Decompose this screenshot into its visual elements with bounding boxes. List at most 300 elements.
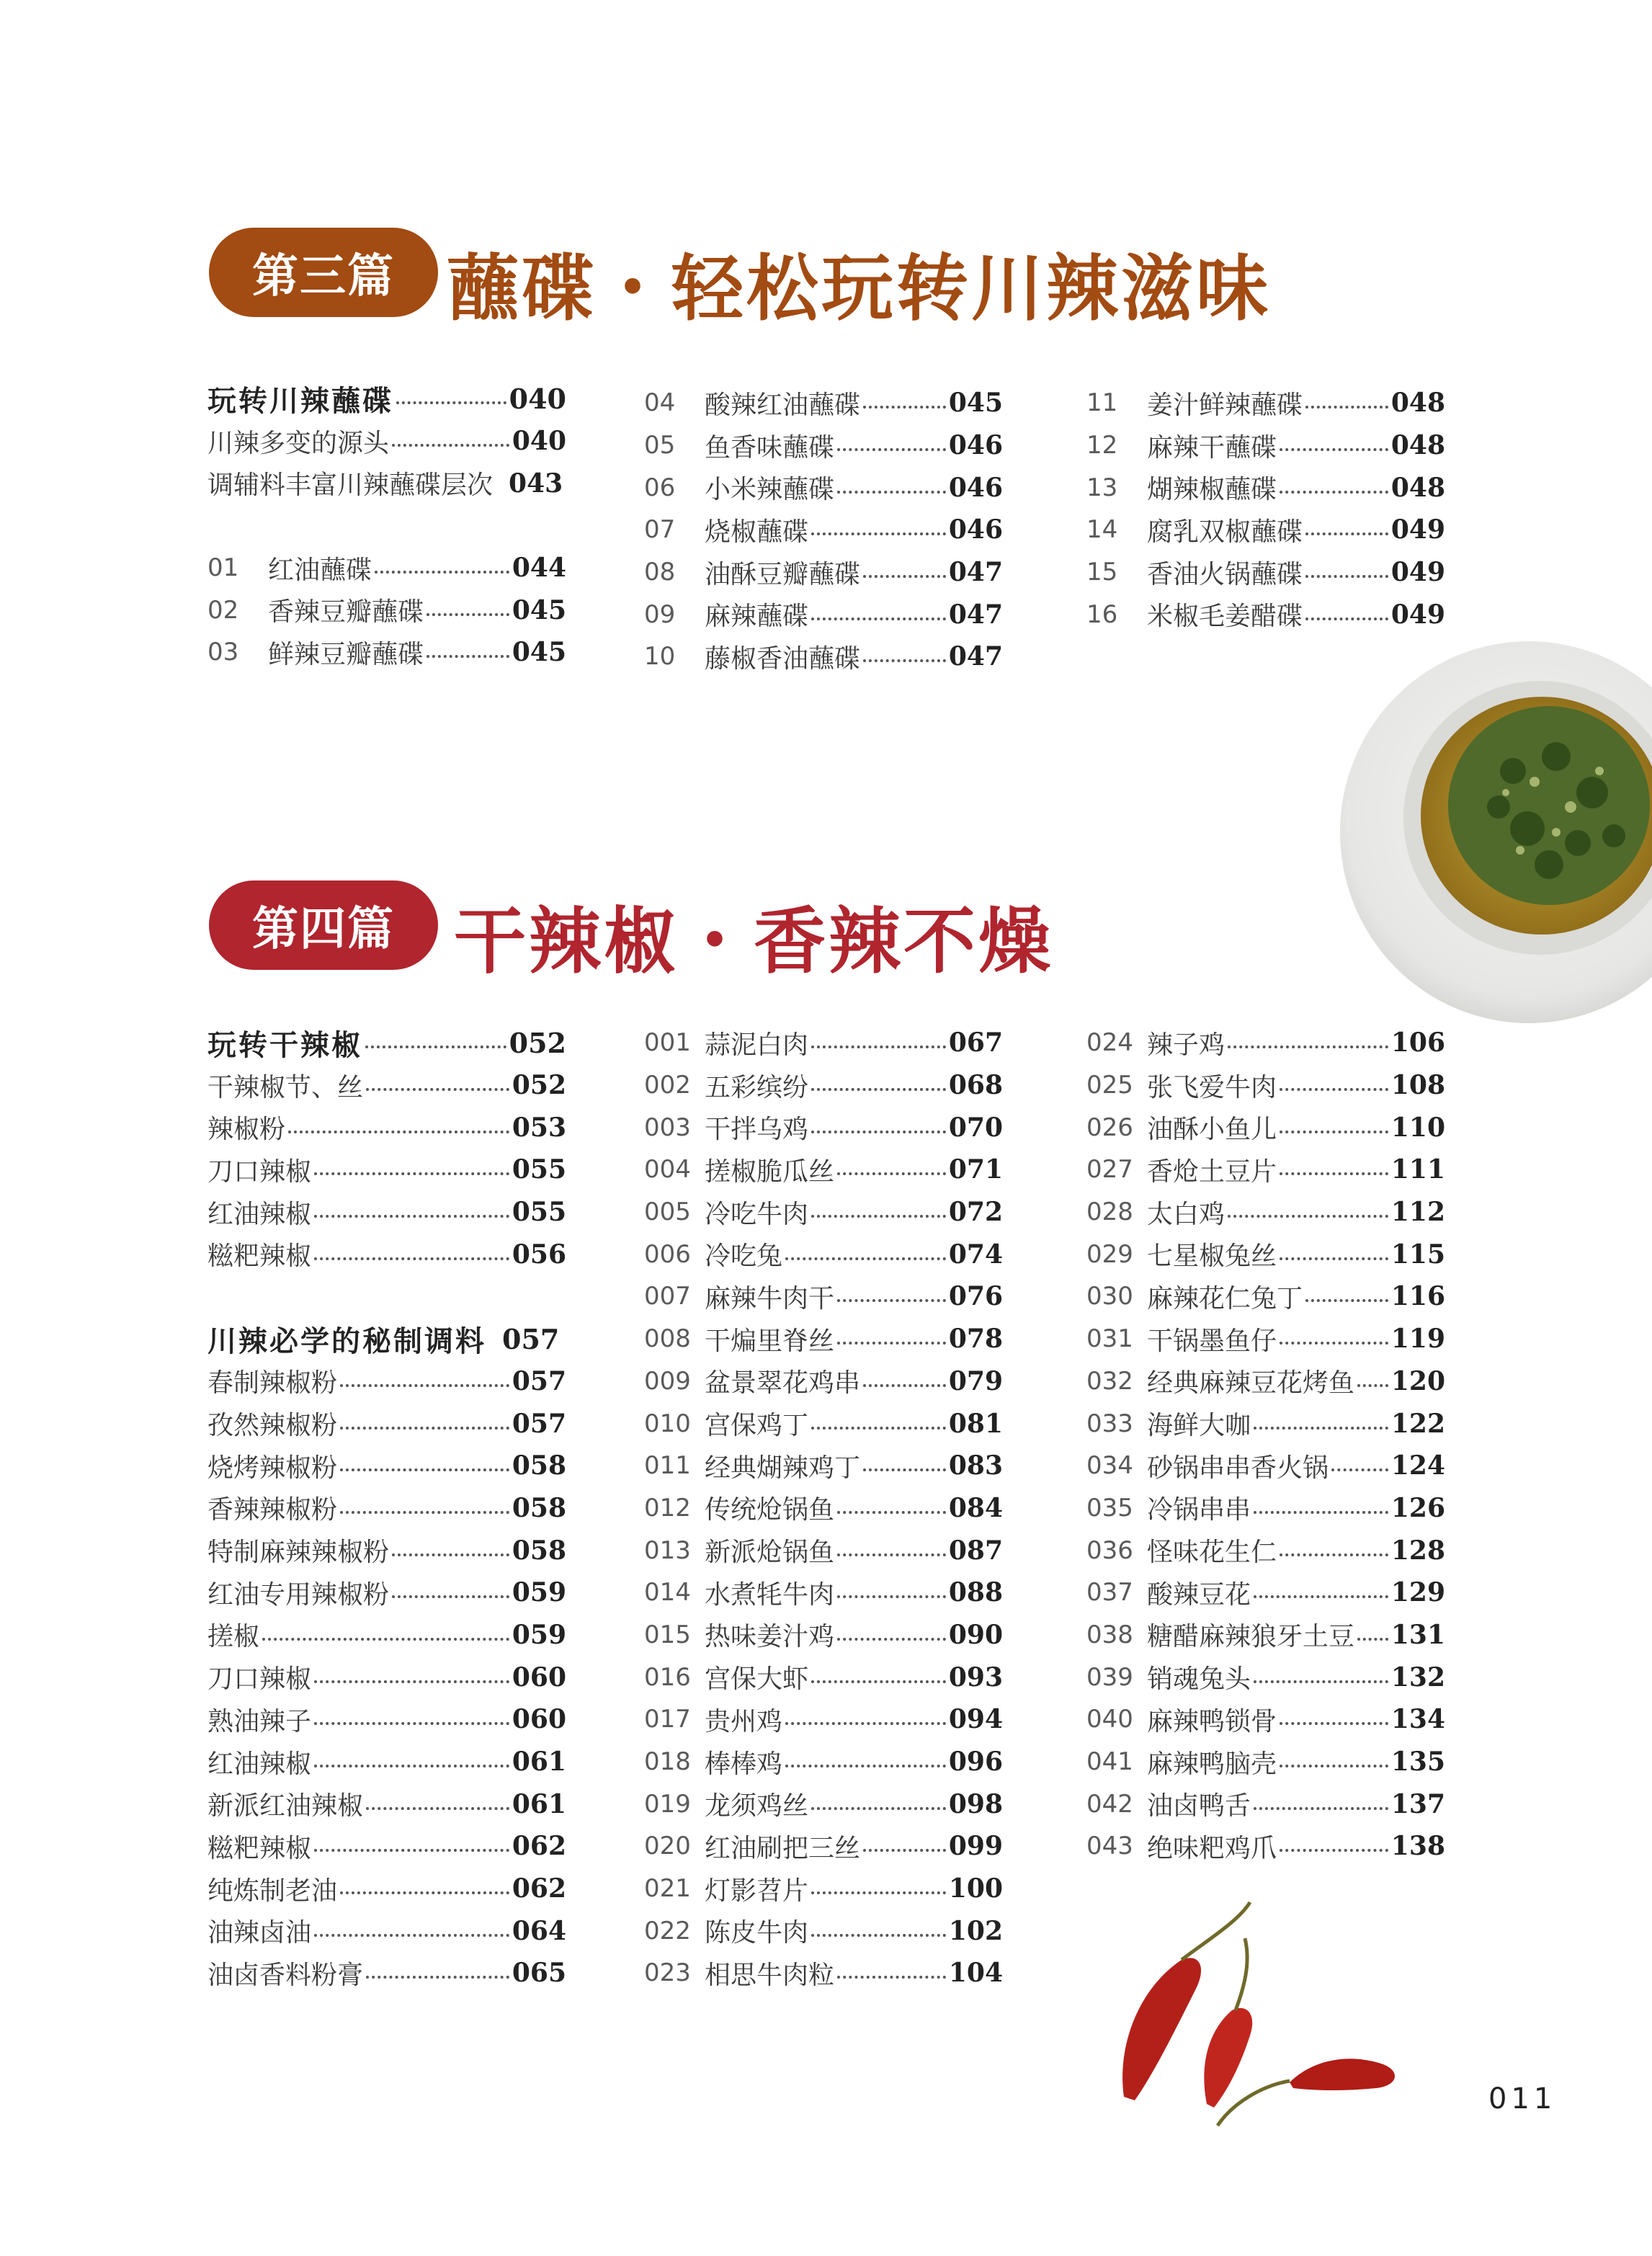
page-number: 011: [1488, 2082, 1557, 2115]
page-ref: 043: [509, 468, 563, 499]
leader-dots: [1280, 1553, 1388, 1556]
page-ref: 047: [948, 599, 1003, 630]
entry-number: 005: [644, 1198, 691, 1227]
toc-entry[interactable]: [1086, 1783, 1445, 1825]
toc-entry[interactable]: [1086, 466, 1445, 509]
toc-entry[interactable]: [207, 1064, 566, 1107]
leader-dots: [288, 1131, 509, 1133]
toc-entry[interactable]: [644, 509, 1003, 551]
page-ref: 058: [512, 1535, 566, 1566]
entry-number: 027: [1086, 1155, 1133, 1185]
entry-title: 油卤香料粉膏: [207, 1960, 364, 1990]
entry-title: 酸辣红油蘸碟: [705, 390, 861, 420]
leader-dots: [314, 1722, 509, 1725]
page-ref: 094: [948, 1704, 1003, 1735]
toc-entry[interactable]: [644, 1275, 1003, 1318]
entry-title: 糖醋麻辣狼牙土豆: [1147, 1622, 1355, 1652]
page-ref: 122: [1390, 1408, 1445, 1439]
page-ref: 106: [1390, 1027, 1445, 1058]
leader-dots: [811, 1427, 946, 1430]
leader-dots: [863, 575, 946, 578]
entry-number: 032: [1086, 1366, 1133, 1396]
entry-number: 08: [644, 558, 676, 587]
leader-dots: [811, 1891, 946, 1894]
toc-entry[interactable]: [207, 1909, 566, 1952]
entry-title: 烧椒蘸碟: [705, 517, 809, 547]
entry-title: 海鲜大咖: [1147, 1411, 1251, 1441]
leader-dots: [1254, 1595, 1388, 1598]
page-ref: 062: [512, 1873, 566, 1904]
entry-number: 004: [644, 1155, 691, 1185]
toc-entry[interactable]: [1086, 509, 1445, 551]
toc-entry[interactable]: [1086, 1106, 1445, 1149]
section4-title: 干辣椒・香辣不燥: [454, 899, 1053, 984]
entry-number: 034: [1086, 1451, 1133, 1481]
leader-dots: [837, 1638, 946, 1641]
page-ref: 072: [948, 1197, 1003, 1228]
page-ref: 047: [948, 557, 1003, 588]
leader-dots: [811, 1131, 946, 1133]
page-ref: 079: [948, 1365, 1003, 1396]
section4-badge: 第四篇: [209, 880, 438, 970]
toc-entry[interactable]: [644, 1656, 1003, 1698]
entry-title: 传统炝锅鱼: [705, 1495, 835, 1525]
leader-dots: [392, 444, 509, 447]
toc-entry[interactable]: [207, 1741, 566, 1783]
toc-entry[interactable]: [207, 1106, 566, 1149]
toc-entry[interactable]: [644, 1318, 1003, 1360]
toc-entry[interactable]: [644, 1868, 1003, 1910]
leader-dots: [366, 1976, 509, 1979]
page-ref: 045: [512, 594, 566, 625]
toc-entry[interactable]: [644, 1022, 1003, 1064]
page-ref: 135: [1390, 1747, 1445, 1778]
page-ref: 057: [512, 1408, 566, 1439]
page-ref: 098: [948, 1788, 1003, 1819]
spacer: [207, 504, 566, 547]
entry-title: 腐乳双椒蘸碟: [1147, 517, 1303, 547]
toc-entry[interactable]: [644, 593, 1003, 636]
leader-dots: [811, 532, 946, 535]
entry-title: 新派红油辣椒: [207, 1791, 364, 1822]
leader-dots: [340, 1468, 509, 1471]
leader-dots: [340, 1891, 509, 1894]
page-ref: 044: [512, 553, 566, 584]
toc-entry[interactable]: [1086, 551, 1445, 594]
page-ref: 076: [948, 1281, 1003, 1312]
leader-dots: [837, 491, 946, 494]
leader-dots: [1280, 1131, 1388, 1133]
entry-number: 037: [1086, 1578, 1133, 1608]
toc-entry[interactable]: [207, 1783, 566, 1825]
entry-title: 搓椒: [207, 1622, 260, 1652]
entry-number: 023: [644, 1958, 691, 1988]
entry-title: 陈皮牛肉: [705, 1918, 809, 1948]
section4-column-1: [207, 1022, 566, 1994]
leader-dots: [262, 1638, 509, 1641]
page-ref: 048: [1390, 472, 1445, 503]
leader-dots: [811, 617, 946, 620]
entry-number: 009: [644, 1366, 691, 1396]
toc-entry[interactable]: [644, 1106, 1003, 1149]
page-ref: 046: [948, 472, 1003, 503]
page-ref: 120: [1390, 1365, 1445, 1396]
leader-dots: [314, 1934, 509, 1937]
page-ref: 058: [512, 1492, 566, 1523]
toc-entry[interactable]: [207, 631, 566, 674]
leader-dots: [785, 1765, 946, 1767]
toc-entry[interactable]: [1086, 1233, 1445, 1275]
leader-dots: [314, 1215, 509, 1218]
page-ref: 112: [1390, 1197, 1445, 1228]
leader-dots: [837, 1553, 946, 1556]
leader-dots: [811, 1045, 946, 1048]
toc-entry[interactable]: [644, 1233, 1003, 1275]
entry-title: 盆景翠花鸡串: [705, 1368, 861, 1399]
toc-entry[interactable]: [644, 1402, 1003, 1445]
page-ref: 104: [948, 1958, 1003, 1989]
page-ref: 088: [948, 1577, 1003, 1608]
entry-number: 001: [644, 1028, 691, 1058]
toc-entry[interactable]: [1086, 1614, 1445, 1657]
toc-entry[interactable]: [207, 1402, 566, 1445]
entry-number: 11: [1086, 388, 1118, 418]
entry-number: 002: [644, 1071, 691, 1100]
toc-entry[interactable]: [207, 1868, 566, 1910]
entry-title: 熟油辣子: [207, 1706, 312, 1736]
entry-number: 022: [644, 1916, 691, 1945]
entry-number: 014: [644, 1578, 691, 1608]
entry-title: 冷吃牛肉: [705, 1199, 809, 1229]
entry-number: 038: [1086, 1620, 1133, 1649]
toc-entry[interactable]: [207, 1149, 566, 1191]
entry-title: 麻辣干蘸碟: [1147, 432, 1277, 463]
page-ref: 055: [512, 1154, 566, 1185]
leader-dots: [375, 571, 509, 574]
toc-entry[interactable]: [1086, 1402, 1445, 1445]
entry-title: 油辣卤油: [207, 1918, 312, 1948]
entry-title: 油卤鸭舌: [1147, 1791, 1251, 1822]
leader-dots: [366, 1807, 509, 1810]
toc-entry[interactable]: [207, 1445, 566, 1487]
page-ref: 065: [512, 1958, 566, 1989]
entry-title: 经典麻辣豆花烤鱼: [1147, 1368, 1355, 1399]
entry-title: 宫保鸡丁: [705, 1411, 809, 1441]
page-ref: 078: [948, 1324, 1003, 1355]
leader-dots: [1280, 1172, 1388, 1175]
entry-title: 麻辣花仁兔丁: [1147, 1283, 1303, 1314]
toc-entry[interactable]: [644, 1571, 1003, 1614]
toc-entry[interactable]: [1086, 1191, 1445, 1234]
toc-entry[interactable]: [644, 1909, 1003, 1952]
toc-entry[interactable]: [644, 1614, 1003, 1657]
page-ref: 068: [948, 1070, 1003, 1101]
leader-dots: [1357, 1638, 1388, 1641]
toc-entry[interactable]: [207, 589, 566, 631]
toc-entry[interactable]: [207, 420, 566, 463]
entry-title: 烧烤辣椒粉: [207, 1453, 338, 1483]
leader-dots: [396, 401, 506, 404]
leader-dots: [340, 1511, 509, 1514]
leader-dots: [1254, 1680, 1388, 1683]
entry-title: 麻辣鸭锁骨: [1147, 1706, 1277, 1736]
page-ref: 087: [948, 1535, 1003, 1566]
entry-title: 棒棒鸡: [705, 1749, 783, 1779]
toc-entry[interactable]: [644, 1741, 1003, 1783]
entry-number: 09: [644, 599, 676, 629]
entry-title: 香辣辣椒粉: [207, 1495, 338, 1525]
page-ref: 110: [1390, 1112, 1445, 1143]
leader-dots: [1280, 1088, 1388, 1091]
entry-title: 藤椒香油蘸碟: [705, 643, 861, 674]
toc-entry[interactable]: [207, 1614, 566, 1657]
entry-title: 红油辣椒: [207, 1749, 312, 1779]
entry-number: 006: [644, 1239, 691, 1269]
leader-dots: [785, 1257, 946, 1260]
leader-dots: [837, 1172, 946, 1175]
toc-entry[interactable]: [207, 1191, 566, 1234]
leader-dots: [1280, 1849, 1388, 1852]
leader-dots: [427, 613, 509, 616]
entry-title: 红油专用辣椒粉: [207, 1579, 390, 1610]
page-ref: 049: [1390, 599, 1445, 630]
toc-entry[interactable]: [1086, 1571, 1445, 1614]
page-ref: 138: [1390, 1831, 1445, 1862]
entry-title: 米椒毛姜醋碟: [1147, 602, 1303, 632]
leader-dots: [1280, 491, 1388, 494]
page-ref: 047: [948, 641, 1003, 672]
page-ref: 128: [1390, 1535, 1445, 1566]
entry-title: 红油蘸碟: [268, 555, 372, 585]
toc-entry[interactable]: [1086, 1360, 1445, 1403]
toc-entry[interactable]: [644, 1698, 1003, 1741]
page-ref: 096: [948, 1747, 1003, 1778]
leader-dots: [1305, 575, 1388, 578]
entry-number: 033: [1086, 1409, 1133, 1438]
toc-entry[interactable]: [1086, 1064, 1445, 1107]
toc-entry[interactable]: [207, 1360, 566, 1403]
entry-title: 龙须鸡丝: [705, 1791, 809, 1822]
entry-number: 042: [1086, 1789, 1133, 1819]
toc-entry[interactable]: [644, 636, 1003, 678]
toc-entry[interactable]: [1086, 1825, 1445, 1868]
entry-number: 16: [1086, 599, 1118, 629]
leader-dots: [1305, 532, 1388, 535]
entry-number: 010: [644, 1409, 691, 1438]
entry-number: 043: [1086, 1832, 1133, 1861]
page-ref: 093: [948, 1662, 1003, 1693]
entry-title: 销魂兔头: [1147, 1664, 1251, 1695]
leader-dots: [811, 1088, 946, 1091]
entry-title: 七星椒兔丝: [1147, 1241, 1277, 1272]
page-ref: 056: [512, 1239, 566, 1270]
entry-number: 007: [644, 1282, 691, 1311]
page-ref: 124: [1390, 1450, 1445, 1481]
page-ref: 040: [509, 382, 566, 415]
leader-dots: [1254, 1511, 1388, 1514]
entry-title: 冷锅串串: [1147, 1495, 1251, 1525]
leader-dots: [811, 1934, 946, 1937]
toc-entry[interactable]: [207, 462, 566, 504]
leader-dots: [837, 1511, 946, 1514]
toc-entry[interactable]: [644, 1783, 1003, 1825]
entry-title: 张飞爱牛肉: [1147, 1072, 1277, 1102]
page-ref: 070: [948, 1112, 1003, 1143]
entry-number: 011: [644, 1451, 691, 1481]
entry-title: 搓椒脆瓜丝: [705, 1156, 835, 1187]
page-ref: 060: [512, 1662, 566, 1693]
leader-dots: [837, 1299, 946, 1302]
leader-dots: [365, 1045, 506, 1048]
toc-heading-row[interactable]: [207, 1022, 566, 1064]
toc-entry[interactable]: [207, 547, 566, 589]
toc-entry[interactable]: [207, 1571, 566, 1614]
entry-number: 12: [1086, 431, 1118, 460]
toc-entry[interactable]: [644, 1360, 1003, 1403]
leader-dots: [785, 1722, 946, 1725]
entry-title: 麻辣鸭脑壳: [1147, 1749, 1277, 1779]
entry-number: 021: [644, 1874, 691, 1904]
toc-heading-row[interactable]: [207, 378, 566, 420]
leader-dots: [1280, 1257, 1388, 1260]
toc-heading-row[interactable]: [207, 1318, 566, 1360]
entry-title: 玩转干辣椒: [207, 1027, 362, 1062]
leader-dots: [1280, 1722, 1388, 1725]
leader-dots: [340, 1384, 509, 1387]
toc-entry[interactable]: [1086, 1275, 1445, 1318]
toc-entry[interactable]: [207, 1952, 566, 1994]
toc-entry[interactable]: [1086, 424, 1445, 467]
leader-dots: [392, 1595, 509, 1598]
page-ref: 084: [948, 1492, 1003, 1523]
toc-entry[interactable]: [1086, 1741, 1445, 1783]
entry-title: 香辣豆瓣蘸碟: [268, 597, 424, 628]
entry-number: 03: [207, 638, 239, 667]
entry-title: 水煮牦牛肉: [705, 1579, 835, 1610]
entry-number: 026: [1086, 1113, 1133, 1142]
toc-entry[interactable]: [644, 1952, 1003, 1994]
entry-number: 031: [1086, 1324, 1133, 1354]
sauce-bowl-image: [1340, 627, 1652, 1030]
entry-title: 姜汁鲜辣蘸碟: [1147, 390, 1303, 420]
entry-number: 016: [644, 1662, 691, 1692]
entry-number: 017: [644, 1705, 691, 1734]
leader-dots: [314, 1849, 509, 1852]
entry-title: 油酥豆瓣蘸碟: [705, 559, 861, 589]
page-ref: 071: [948, 1154, 1003, 1185]
entry-title: 油酥小鱼儿: [1147, 1115, 1277, 1145]
toc-entry[interactable]: [207, 1698, 566, 1741]
leader-dots: [314, 1765, 509, 1767]
page-ref: 083: [948, 1450, 1003, 1481]
page-ref: 111: [1390, 1154, 1445, 1185]
entry-title: 红油刷把三丝: [705, 1833, 861, 1863]
toc-entry[interactable]: [1086, 1149, 1445, 1191]
toc-entry[interactable]: [1086, 1318, 1445, 1360]
entry-title: 干拌乌鸡: [705, 1115, 809, 1145]
entry-number: 04: [644, 388, 676, 418]
entry-title: 辣椒粉: [207, 1115, 286, 1145]
toc-entry[interactable]: [207, 1656, 566, 1698]
page-ref: 049: [1390, 514, 1445, 545]
toc-entry[interactable]: [207, 1233, 566, 1275]
entry-number: 040: [1086, 1705, 1133, 1734]
leader-dots: [837, 1342, 946, 1345]
entry-title: 相思牛肉粒: [705, 1960, 835, 1990]
leader-dots: [1228, 1045, 1388, 1048]
page-ref: 126: [1390, 1492, 1445, 1523]
toc-entry[interactable]: [1086, 1698, 1445, 1741]
entry-title: 刀口辣椒: [207, 1156, 312, 1187]
page-ref: 055: [512, 1197, 566, 1228]
entry-title: 鲜辣豆瓣蘸碟: [268, 639, 424, 669]
toc-entry[interactable]: [1086, 1445, 1445, 1487]
entry-title: 煳辣椒蘸碟: [1147, 475, 1277, 505]
entry-number: 029: [1086, 1239, 1133, 1269]
page-ref: 057: [502, 1322, 560, 1355]
toc-entry[interactable]: [644, 551, 1003, 594]
leader-dots: [811, 1215, 946, 1218]
leader-dots: [314, 1257, 509, 1260]
toc-entry[interactable]: [207, 1529, 566, 1571]
page-ref: 131: [1390, 1619, 1445, 1650]
entry-title: 宫保大虾: [705, 1664, 809, 1695]
entry-number: 028: [1086, 1198, 1133, 1227]
page-ref: 046: [948, 514, 1003, 545]
leader-dots: [863, 659, 946, 662]
page-ref: 040: [512, 426, 566, 457]
entry-number: 041: [1086, 1747, 1133, 1777]
toc-entry[interactable]: [644, 382, 1003, 424]
toc-entry[interactable]: [1086, 382, 1445, 424]
page-ref: 102: [948, 1915, 1003, 1946]
toc-entry[interactable]: [1086, 1529, 1445, 1571]
page-ref: 115: [1390, 1239, 1445, 1270]
entry-title: 川辣多变的源头: [207, 428, 390, 458]
page-ref: 108: [1390, 1070, 1445, 1101]
entry-title: 鱼香味蘸碟: [705, 432, 835, 463]
leader-dots: [863, 1384, 946, 1387]
page-ref: 052: [512, 1070, 566, 1101]
entry-title: 砂锅串串香火锅: [1147, 1453, 1329, 1483]
toc-entry[interactable]: [207, 1487, 566, 1530]
toc-entry[interactable]: [644, 1064, 1003, 1107]
entry-number: 019: [644, 1789, 691, 1819]
page-ref: 058: [512, 1450, 566, 1481]
toc-entry[interactable]: [644, 1149, 1003, 1191]
toc-entry[interactable]: [1086, 1487, 1445, 1530]
toc-entry[interactable]: [1086, 1656, 1445, 1698]
toc-entry[interactable]: [644, 1191, 1003, 1234]
toc-entry[interactable]: [644, 424, 1003, 467]
entry-title: 香炝土豆片: [1147, 1156, 1277, 1187]
page-ref: 061: [512, 1747, 566, 1778]
entry-number: 015: [644, 1620, 691, 1649]
leader-dots: [1305, 617, 1388, 620]
entry-title: 经典煳辣鸡丁: [705, 1453, 861, 1483]
toc-entry[interactable]: [644, 1487, 1003, 1530]
page-ref: 119: [1390, 1324, 1445, 1355]
leader-dots: [427, 655, 509, 658]
toc-entry[interactable]: [644, 1445, 1003, 1487]
page-ref: 137: [1390, 1788, 1445, 1819]
toc-entry[interactable]: [207, 1825, 566, 1868]
entry-title: 酸辣豆花: [1147, 1579, 1251, 1610]
entry-title: 干辣椒节、丝: [207, 1072, 364, 1102]
toc-entry[interactable]: [644, 1529, 1003, 1571]
toc-entry[interactable]: [644, 1825, 1003, 1868]
toc-entry[interactable]: [644, 466, 1003, 509]
